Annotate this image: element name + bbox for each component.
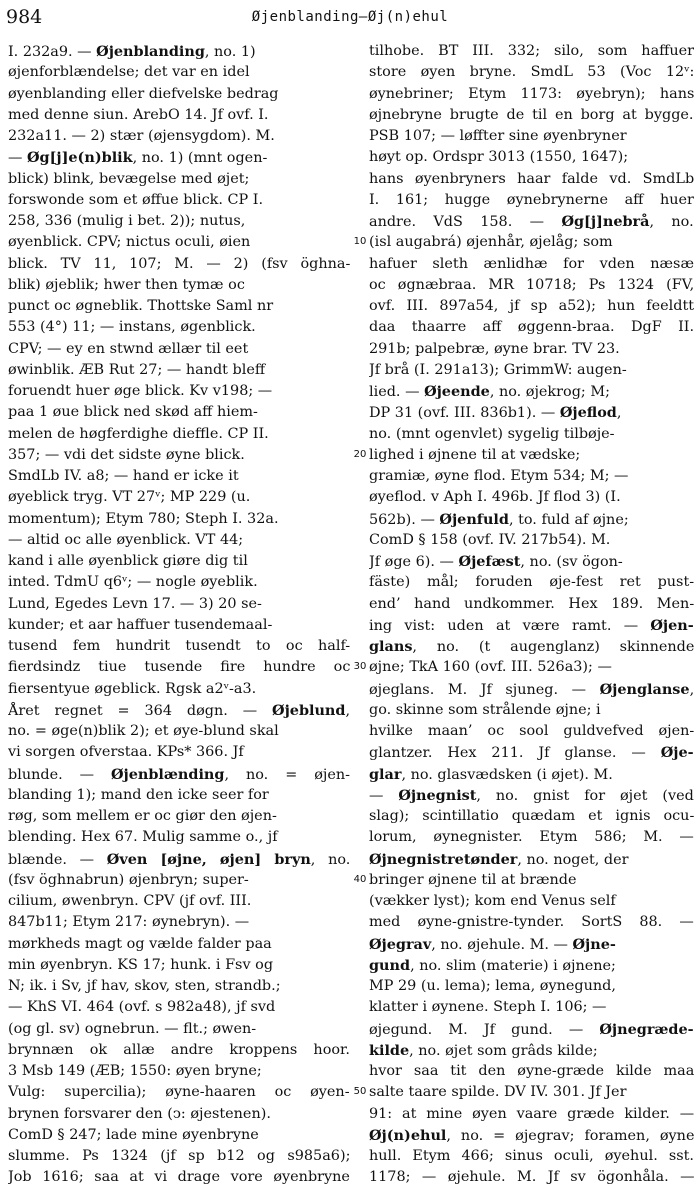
text-line: øjegund. M. Jf gund. — Øjnegræde-	[369, 1020, 694, 1038]
text-line: Jf brå (I. 291a13); GrimmW: augen-	[369, 361, 627, 378]
text-line: N; ik. i Sv, jf hav, skov, sten, strandb.;	[8, 978, 281, 994]
running-head: Øjenblanding—Øj(n)ehul	[251, 9, 449, 25]
text-line: (vækker lyst); kom end Venus self	[369, 893, 616, 909]
text-line: øyeflod. v Aph I. 496b. Jf flod 3) (I.	[369, 489, 621, 506]
text-line: (isl augabrá) øjenhår, øjelåg; som	[369, 234, 613, 251]
text-line: blænde. — Øven [øjne, øjen] bryn, no.	[8, 850, 350, 868]
text-line: Året regnet = 364 døgn. — Øjeblund,	[8, 701, 350, 719]
text-line: PSB 107; — løffter sine øyenbryner	[369, 128, 627, 144]
text-line: lorum, øynegnister. Etym 586; M. —	[369, 829, 694, 846]
text-line: kilde, no. øjet som grâds kilde;	[369, 1041, 598, 1059]
text-line: 553 (4°) 11; — instans, øgenblick.	[8, 319, 256, 336]
text-line: Øjegrav, no. øjehule. M. — Øjne-	[369, 935, 616, 953]
text-line: MP 29 (u. lema); lema, øynegund,	[369, 978, 616, 994]
text-line: mørkheds magt og vælde falder paa	[8, 935, 272, 952]
text-line: blick. TV 11, 107; M. — 2) (fsv öghna-	[8, 255, 350, 272]
text-line: brynnæn ok allæ andre kroppens hoor.	[8, 1041, 350, 1058]
text-line: øyenblick. CPV; nictus oculi, øien	[8, 234, 251, 251]
text-line: — altid oc alle øyenblick. VT 44;	[8, 531, 244, 548]
text-line: blick) blink, bevægelse med øjet;	[8, 170, 250, 187]
text-line: 91: at mine øyen vaare græde kilder. —	[369, 1105, 694, 1122]
margin-number: 30	[353, 661, 367, 673]
text-line: end’ hand undkommer. Hex 189. Men-	[369, 595, 694, 612]
text-line: daa thaarre aff øggenn-braa. DgF II.	[369, 319, 694, 336]
text-line: punct oc øgneblik. Thottske Saml nr	[8, 298, 274, 314]
text-line: 847b11; Etym 217: øynebryn). —	[8, 914, 250, 931]
text-line: paa 1 øue blick ned skød aff hiem-	[8, 404, 258, 421]
margin-number: 10	[353, 236, 367, 248]
text-line: forswonde som et øffue blick. CP I.	[8, 191, 264, 208]
text-line: kand i alle øyenblick giøre dig til	[8, 553, 248, 569]
text-line: salte taare spilde. DV IV. 301. Jf Jer	[369, 1084, 627, 1101]
text-line: øjnebryne brugte de til en borg at bygge.	[369, 106, 694, 123]
page-number: 984	[6, 6, 43, 28]
text-line: glar, no. glasvædsken (i øjet). M.	[369, 765, 613, 783]
text-line: momentum); Etym 780; Steph I. 32a.	[8, 510, 279, 527]
text-line: klatter i øynene. Steph I. 106; —	[369, 999, 607, 1016]
text-line: øynebriner; Etym 1173: øyebryn); hans	[369, 85, 694, 102]
text-line: store øyen bryne. SmdL 53 (Voc 12ᵛ:	[369, 64, 694, 81]
text-line: øjenforblændelse; det var en idel	[8, 64, 250, 81]
text-line: ing vist: uden at være ramt. — Øjen-	[369, 616, 694, 634]
text-line: hull. Etym 466; sinus oculi, øyehul. sst.	[369, 1148, 694, 1164]
text-line: DP 31 (ovf. III. 836b1). — Øjeflod,	[369, 404, 622, 422]
text-line: øyeblick tryg. VT 27ᵛ; MP 229 (u.	[8, 489, 251, 506]
text-line: 3 Msb 149 (ÆB; 1550: øyen bryne;	[8, 1063, 262, 1079]
text-line: fäste) mål; foruden øje-fest ret pust-	[369, 574, 694, 591]
text-line: andre. VdS 158. — Øg[j]nebrå, no.	[369, 213, 694, 230]
text-line: ComD § 247; lade mine øyenbryne	[8, 1126, 259, 1143]
right-column	[369, 41, 694, 1189]
text-line: inted. TdmU q6ᵛ; — nogle øyeblik.	[8, 574, 258, 591]
text-line: hvilke maan’ oc sool guldvefved øjen-	[369, 723, 694, 739]
text-line: Vulg: supercilia); øyne-haaren oc øyen-	[8, 1084, 350, 1101]
text-line: SmdLb IV. a8; — hand er icke it	[8, 468, 239, 484]
text-line: Øj(n)ehul, no. = øjegrav; foramen, øyne	[369, 1126, 694, 1144]
margin-number: 20	[353, 448, 367, 460]
text-line: cilium, øwenbryn. CPV (jf ovf. III.	[8, 893, 252, 909]
text-line: glantzer. Hex 211. Jf glanse. — Øje-	[369, 744, 694, 762]
text-line: øjeglans. M. Jf sjuneg. — Øjenglanse,	[369, 680, 694, 698]
text-line: no. = øge(n)blik 2); et øye-blund skal	[8, 723, 279, 739]
text-line: lighed i øjnene til at vædske;	[369, 446, 581, 463]
text-line: blanding 1); mand den icke seer for	[8, 786, 269, 803]
text-line: melen de høgferdighe dieffle. CP II.	[8, 425, 269, 442]
text-line: no. (mnt ogenvlet) sygelig tilbøje-	[369, 425, 615, 442]
margin-number: 50	[353, 1086, 367, 1098]
text-line: — Øjnegnist, no. gnist for øjet (ved	[369, 786, 694, 804]
text-line: med øyne-gnistre-tynder. SortS 88. —	[369, 914, 694, 931]
text-line: I. 161; hugge øynebrynerne aff huer	[369, 191, 694, 208]
text-line: ComD § 158 (ovf. IV. 217b54). M.	[369, 531, 611, 548]
text-line: Øjnegnistretønder, no. noget, der	[369, 850, 629, 868]
text-line: 357; — vdi det sidste øyne blick.	[8, 446, 245, 463]
text-line: blunde. — Øjenblænding, no. = øjen-	[8, 765, 350, 783]
text-line: Job 1616; saa at vi drage vore øyenbryne	[8, 1169, 350, 1186]
left-column	[8, 41, 350, 1189]
text-line: gund, no. slim (materie) i øjnene;	[369, 956, 616, 974]
text-line: slag); scintillatio quædam et ignis ocu-	[369, 808, 694, 824]
text-line: CPV; — ey en stwnd ællær til eet	[8, 340, 249, 357]
text-line: go. skinne som strålende øjne; i	[369, 701, 601, 718]
text-line: bringer øjnene til at brænde	[369, 871, 577, 888]
text-line: brynen forsvarer den (ↄ: øjestenen).	[8, 1105, 271, 1122]
text-line: ovf. III. 897a54, jf sp a52); hun feeldtt	[369, 298, 694, 314]
text-line: hvor saa tit den øyne-græde kilde maa	[369, 1063, 694, 1079]
text-line: øyenblanding eller diefvelske bedrag	[8, 85, 279, 102]
text-line: fiersentyue øgeblick. Rgsk a2ᵛ-a3.	[8, 680, 257, 697]
text-line: øjne; TkA 160 (ovf. III. 526a3); —	[369, 659, 612, 676]
text-line: med denne siun. ArebO 14. Jf ovf. I.	[8, 106, 269, 123]
text-line: hans øyenbryners haar falde vd. SmdLb	[369, 170, 694, 187]
text-line: Lund, Egedes Levn 17. — 3) 20 se-	[8, 595, 262, 612]
text-line: gramiæ, øyne flod. Etym 534; M; —	[369, 468, 629, 484]
text-line: slumme. Ps 1324 (jf sp b12 og s985a6);	[8, 1148, 350, 1164]
text-line: min øyenbryn. KS 17; hunk. i Fsv og	[8, 956, 274, 973]
text-line: blending. Hex 67. Mulig samme o., jf	[8, 829, 278, 846]
margin-number: 40	[353, 873, 367, 885]
text-line: (og gl. sv) ognebrun. — flt.; øwen-	[8, 1020, 257, 1037]
text-line: 291b; palpebræ, øyne brar. TV 23.	[369, 340, 620, 357]
text-line: røg, som mellem er oc giør den øjen-	[8, 808, 277, 824]
text-line: 232a11. — 2) stær (øjensygdom). M.	[8, 128, 275, 144]
page-header	[0, 0, 700, 40]
text-line: høyt op. Ordspr 3013 (1550, 1647);	[369, 149, 629, 166]
text-line: foruendt huer øge blick. Kv v198; —	[8, 383, 273, 399]
text-line: lied. — Øjeende, no. øjekrog; M;	[369, 383, 610, 400]
text-line: 258, 336 (mulig i bet. 2)); nutus,	[8, 213, 246, 229]
text-line: glans, no. (t augenglanz) skinnende	[369, 638, 694, 655]
text-line: kunder; et aar haffuer tusendemaal-	[8, 616, 273, 633]
text-line: tusend fem hundrit tusendt to oc half-	[8, 638, 350, 654]
text-line: oc øgnæbraa. MR 10718; Ps 1324 (FV,	[369, 276, 694, 293]
text-line: (fsv öghnabrun) øjenbryn; super-	[8, 871, 249, 888]
text-line: Jf øge 6). — Øjefæst, no. (sv ögon-	[369, 553, 623, 570]
text-line: fierdsindz tiue tusende fire hundre oc	[8, 659, 350, 676]
text-line: I. 232a9. — Øjenblanding, no. 1)	[8, 43, 256, 60]
text-line: 562b). — Øjenfuld, to. fuld af øjne;	[369, 510, 629, 528]
text-line: blik) øjeblik; hwer then tymæ oc	[8, 276, 245, 293]
text-line: øwinblik. ÆB Rut 27; — handt bleff	[8, 361, 266, 378]
text-line: — Øg[j]e(n)blik, no. 1) (mnt ogen-	[8, 149, 268, 167]
text-line: 1178; — øjehule. M. Jf sv ögonhåla. —	[369, 1169, 694, 1186]
text-line: tilhobe. BT III. 332; silo, som haffuer	[369, 43, 694, 59]
text-line: hafuer sleth ænlidhæ for vden næsæ	[369, 255, 694, 272]
text-line: — KhS VI. 464 (ovf. s 982a48), jf svd	[8, 999, 276, 1016]
text-line: vi sorgen ofverstaa. KPs* 366. Jf	[8, 744, 244, 761]
